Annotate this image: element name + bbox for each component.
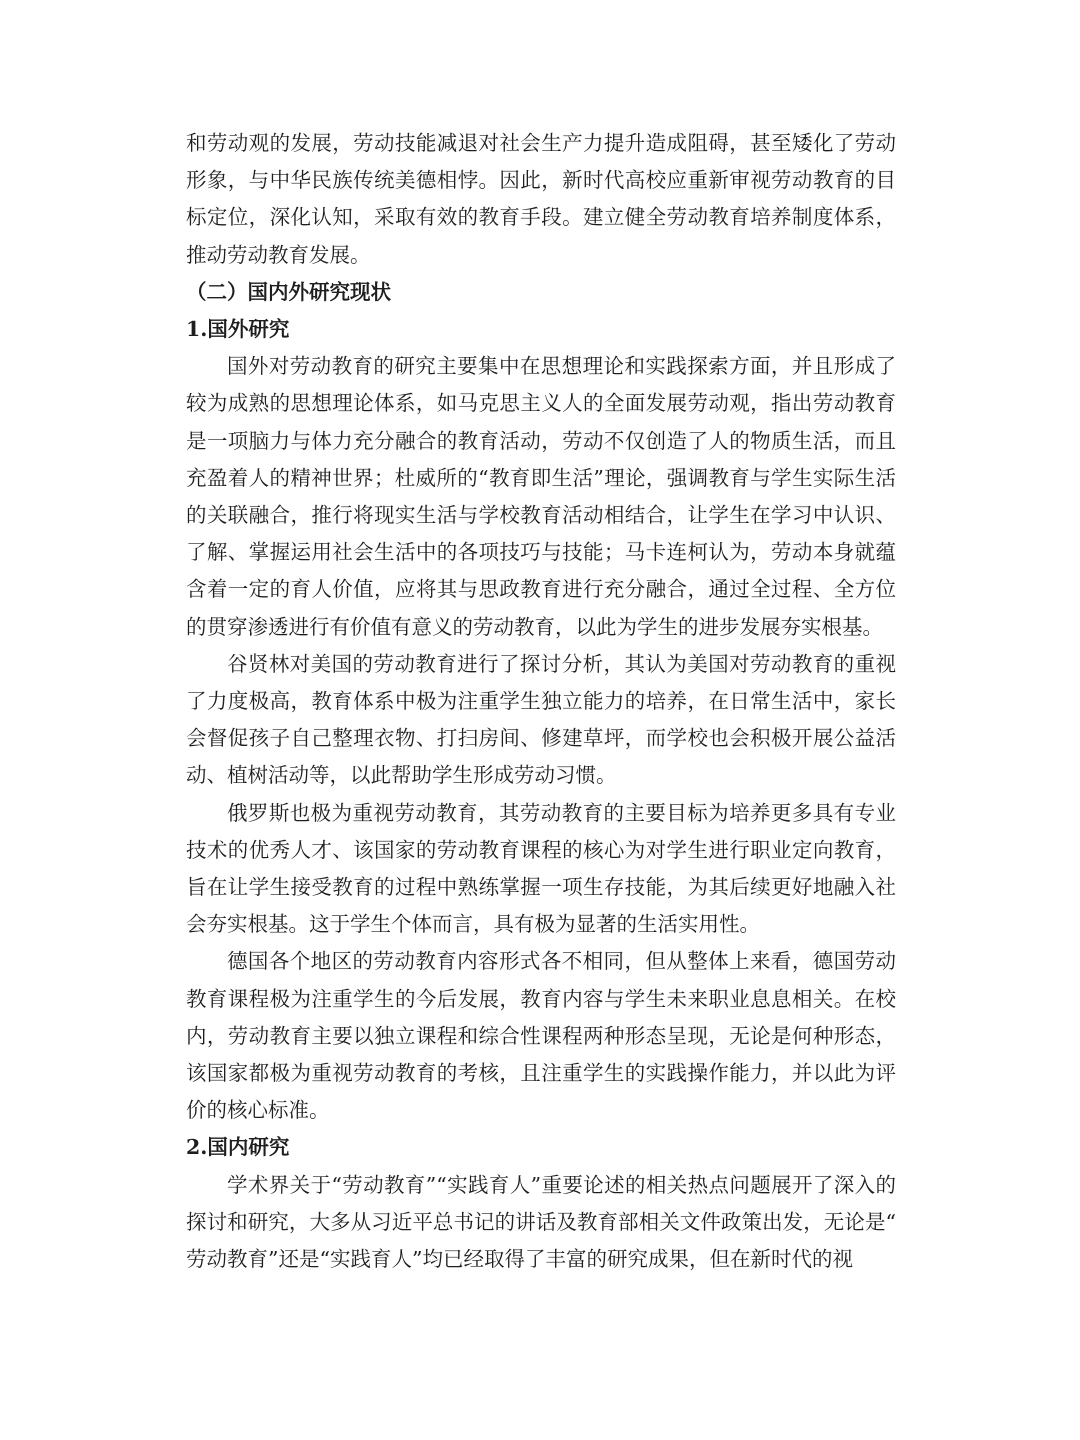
- paragraph-foreign-germany: 德国各个地区的劳动教育内容形式各不相同，但从整体上来看，德国劳动教育课程极为注重学生的今后发展，教育内容与学生未来职业息息相关。在校内，劳动教育主要以独立课程和综合性课程两种形态呈现，无论是何种形态，该国家都极为重视劳动教育的考核，且注重学生的实践操作能力，并以此为评价的核心标准。: [186, 949, 896, 1123]
- paragraph-foreign-usa: 谷贤林对美国的劳动教育进行了探讨分析，其认为美国对劳动教育的重视了力度极高，教育体系中极为注重学生独立能力的培养，在日常生活中，家长会督促孩子自己整理衣物、打扫房间、修建草坪，而学校也会积极开展公益活动、植树活动等，以此帮助学生形成劳动习惯。: [186, 651, 896, 788]
- subsection-heading-domestic: 2.国内研究: [186, 1135, 290, 1160]
- document-page: [186, 125, 896, 1278]
- paragraph-domestic-intro: 学术界关于“劳动教育”“实践育人”重要论述的相关热点问题展开了深入的探讨和研究，大多从习近平总书记的讲话及教育部相关文件政策出发，无论是“劳动教育”还是“实践育人”均已经取得了丰富的研究成果，但在新时代的视: [186, 1172, 896, 1272]
- continued-paragraph: 和劳动观的发展，劳动技能减退对社会生产力提升造成阻碍，甚至矮化了劳动形象，与中华民族传统美德相悖。因此，新时代高校应重新审视劳动教育的目标定位，深化认知，采取有效的教育手段。建立健全劳动教育培养制度体系，推动劳动教育发展。: [186, 131, 896, 267]
- paragraph-foreign-russia: 俄罗斯也极为重视劳动教育，其劳动教育的主要目标为培养更多具有专业技术的优秀人才、该国家的劳动教育课程的核心为对学生进行职业定向教育，旨在让学生接受教育的过程中熟练掌握一项生存技能，为其后续更好地融入社会夯实根基。这于学生个体而言，具有极为显著的生活实用性。: [186, 800, 896, 937]
- section-heading: （二）国内外研究现状: [186, 279, 391, 304]
- subsection-heading-foreign: 1.国外研究: [186, 317, 290, 342]
- paragraph-foreign-theory: 国外对劳动教育的研究主要集中在思想理论和实践探索方面，并且形成了较为成熟的思想理论体系，如马克思主义人的全面发展劳动观，指出劳动教育是一项脑力与体力充分融合的教育活动，劳动不仅创造了人的物质生活，而且充盈着人的精神世界；杜威所的“教育即生活”理论，强调教育与学生实际生活的关联融合，推行将现实生活与学校教育活动相结合，让学生在学习中认识、了解、掌握运用社会生活中的各项技巧与技能；马卡连柯认为，劳动本身就蕴含着一定的育人价值，应将其与思政教育进行充分融合，通过全过程、全方位的贯穿渗透进行有价值有意义的劳动教育，以此为学生的进步发展夯实根基。: [186, 354, 896, 639]
